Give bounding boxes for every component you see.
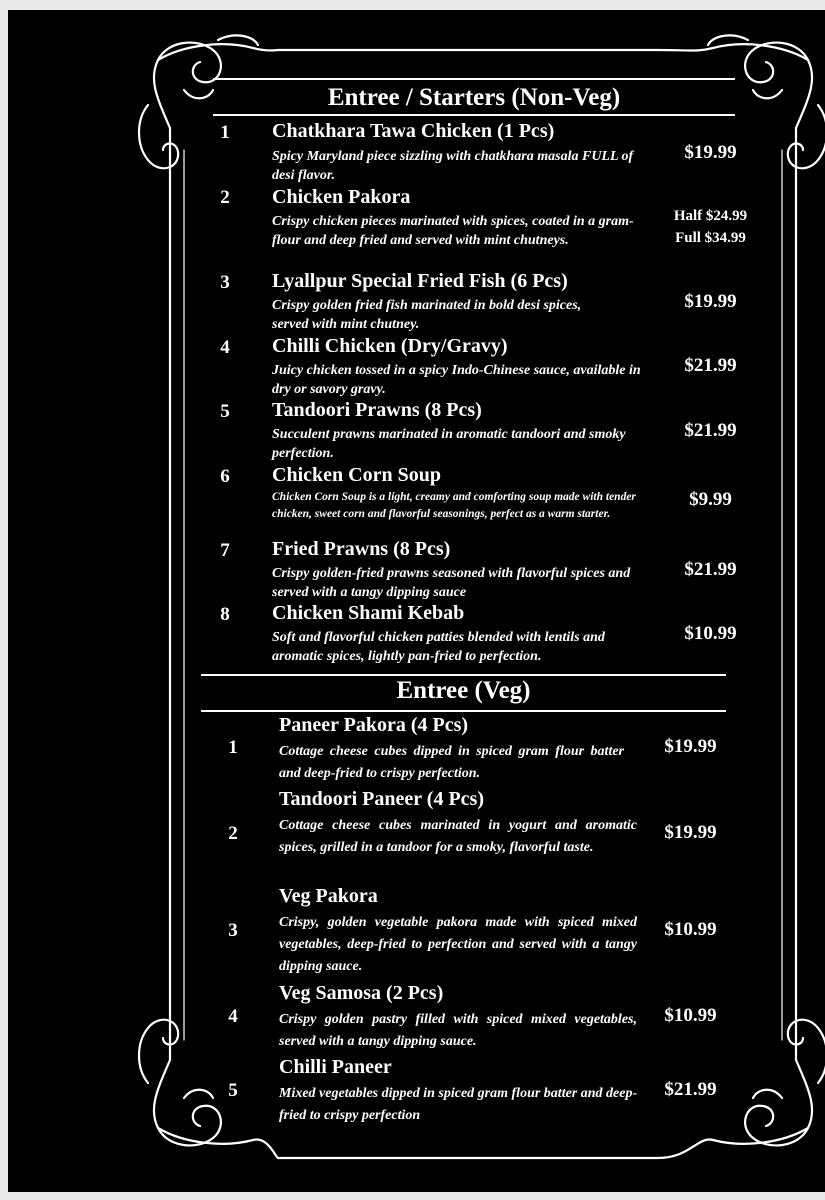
item-number: 1: [228, 737, 238, 758]
item-number: 2: [228, 823, 238, 844]
item-number: 5: [228, 1080, 238, 1101]
item-number: 3: [220, 272, 230, 293]
item-price: $21.99: [664, 1079, 717, 1100]
section-rule-top: [213, 78, 735, 80]
item-description: Cottage cheese cubes marinated in yogurt and aromatic spices, grilled in a tandoor for a smoky, flavorful taste.: [279, 818, 637, 855]
section-rule-bottom: [201, 710, 726, 712]
item-description: Crispy golden-fried prawns seasoned with flavorful spices and served with a tangy dipping sauce: [272, 566, 631, 600]
item-description: Crispy, golden vegetable pakora made with spiced mixed vegetables, deep-fried to perfection and served with a tangy dipping sauce.: [279, 915, 637, 974]
item-description: Chicken Corn Soup is a light, creamy and comforting soup made with tender chicken, sweet corn and flavorful seasonings, perfect as a warm starter.: [272, 491, 636, 520]
item-name: Tandoori Prawns (8 Pcs): [272, 399, 482, 421]
item-price-half: Half $24.99: [673, 208, 748, 224]
item-number: 6: [220, 466, 230, 487]
item-price: $19.99: [684, 142, 737, 163]
item-price: $19.99: [684, 291, 737, 312]
item-name: Veg Samosa (2 Pcs): [279, 982, 444, 1004]
item-number: 4: [220, 337, 230, 358]
item-price: $10.99: [664, 919, 717, 940]
section-title-non-veg: Entree / Starters (Non-Veg): [327, 84, 621, 111]
item-name: Lyallpur Special Fried Fish (6 Pcs): [272, 270, 568, 292]
item-description: Succulent prawns marinated in aromatic tandoori and smoky perfection.: [272, 427, 626, 461]
item-price: $21.99: [684, 355, 737, 376]
item-price: $19.99: [664, 736, 717, 757]
item-price: $9.99: [689, 489, 732, 510]
item-name: Fried Prawns (8 Pcs): [272, 538, 451, 560]
item-description: Crispy golden fried fish marinated in bold desi spices, served with mint chutney.: [272, 298, 582, 332]
item-name: Veg Pakora: [279, 885, 378, 907]
item-price: $21.99: [684, 420, 737, 441]
item-description: Cottage cheese cubes dipped in spiced gram flour batter and deep-fried to crispy perfection.: [279, 744, 624, 781]
item-name: Chicken Corn Soup: [272, 464, 441, 486]
item-description: Soft and flavorful chicken patties blended with lentils and aromatic spices, lightly pan-fried to perfection.: [272, 630, 605, 664]
item-name: Paneer Pakora (4 Pcs): [279, 714, 469, 736]
item-description: Crispy golden pastry filled with spiced mixed vegetables, served with a tangy dipping sauce.: [279, 1012, 637, 1049]
item-number: 2: [220, 187, 230, 208]
item-name: Chicken Pakora: [272, 186, 411, 208]
item-number: 5: [220, 401, 230, 422]
item-name: Chicken Shami Kebab: [272, 602, 465, 624]
section-title-veg: Entree (Veg): [396, 677, 531, 704]
menu-card: [8, 10, 825, 1192]
item-name: Chilli Chicken (Dry/Gravy): [272, 335, 508, 357]
item-number: 8: [220, 604, 230, 625]
item-description: Mixed vegetables dipped in spiced gram flour batter and deep-fried to crispy perfection: [279, 1086, 638, 1123]
section-rule-top: [201, 674, 726, 676]
item-number: 7: [220, 540, 230, 561]
item-number: 1: [220, 122, 230, 143]
item-number: 4: [228, 1006, 238, 1027]
item-price: $10.99: [684, 623, 737, 644]
item-description: Spicy Maryland piece sizzling with chatkhara masala FULL of desi flavor.: [272, 149, 634, 183]
item-price: $19.99: [664, 822, 717, 843]
item-name: Tandoori Paneer (4 Pcs): [279, 788, 484, 810]
item-price: $10.99: [664, 1005, 717, 1026]
section-rule-bottom: [213, 114, 735, 116]
item-description: Crispy chicken pieces marinated with spices, coated in a gram-flour and deep fried and served with mint chutneys.: [272, 214, 634, 248]
item-price: $21.99: [684, 559, 737, 580]
item-price-full: Full $34.99: [675, 230, 746, 246]
item-name: Chatkhara Tawa Chicken (1 Pcs): [272, 120, 555, 142]
item-number: 3: [228, 920, 238, 941]
item-description: Juicy chicken tossed in a spicy Indo-Chinese sauce, available in dry or savory gravy.: [272, 363, 641, 397]
item-name: Chilli Paneer: [279, 1056, 392, 1078]
